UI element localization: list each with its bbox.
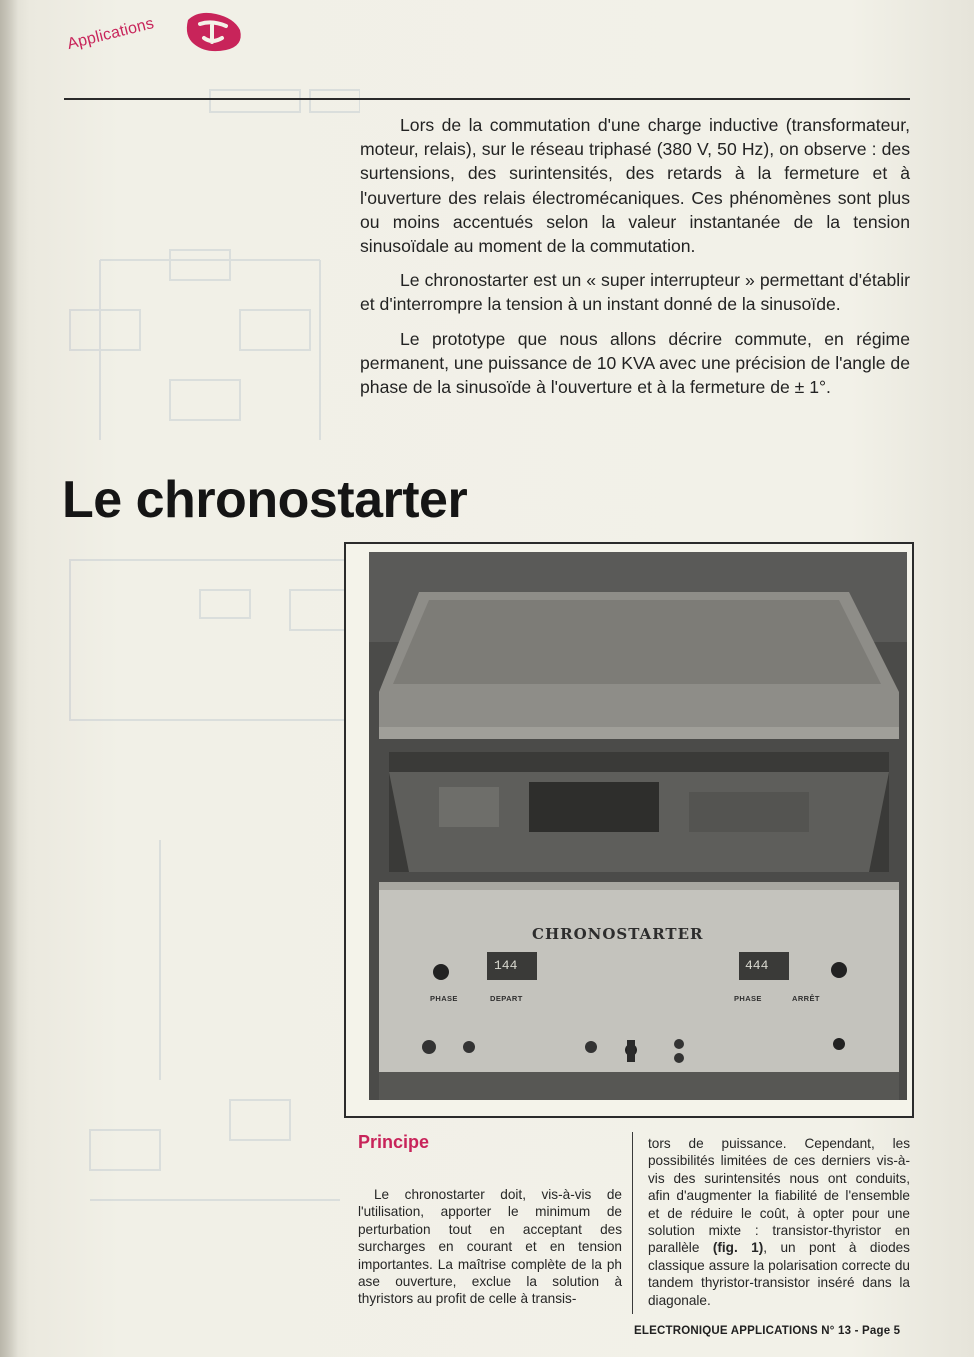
header-rule — [64, 98, 910, 100]
applications-logo-icon — [178, 8, 248, 54]
section-label: Applications — [65, 15, 156, 54]
article-title: Le chronostarter — [62, 471, 468, 529]
page-footer: ELECTRONIQUE APPLICATIONS N° 13 - Page 5 — [634, 1325, 901, 1337]
device-label-depart: DEPART — [490, 994, 523, 1003]
body-text: , un pont à diodes classique assure la polarisation correcte du tandem thyristor-transistor inséré dans la diagonale. — [648, 1240, 910, 1308]
section-heading: Principe — [358, 1132, 430, 1152]
chronostarter-photo — [369, 552, 907, 1100]
intro-text — [360, 113, 910, 409]
device-label-phase: PHASE — [430, 994, 458, 1003]
device-label-phase: PHASE — [734, 994, 762, 1003]
column-rule — [632, 1132, 633, 1314]
right-column — [648, 1135, 910, 1309]
intro-paragraph: Lors de la commutation d'une charge inductive (transformateur, moteur, relais), sur le réseau triphasé (380 V, 50 Hz), on observe : des surtensions, des surintensités, des retards à la fermeture et à l'ouverture des relais électromécaniques. Ces phénomènes sont plus ou moins accentués selon la valeur instantanée de la tension sinusoïdale au moment de la commutation. — [360, 115, 910, 257]
device-readout-right: 444 — [745, 958, 769, 973]
figure-reference: (fig. 1) — [712, 1240, 764, 1256]
device-label-arret: ARRÊT — [792, 994, 820, 1003]
binding-shadow — [0, 0, 18, 1357]
device-brand-label: CHRONOSTARTER — [532, 925, 704, 943]
body-paragraph: Le chronostarter doit, vis-à-vis de l'utilisation, apporter le minimum de perturbation tout en acceptant des surcharges en courant et en tension importantes. La maîtrise complète de la ph ase ouverture, exclue la solution à thyristors au profit de celle à transis- — [358, 1187, 622, 1307]
intro-paragraph: Le prototype que nous allons décrire commute, en régime permanent, une puissance de 10 KVA avec une précision de l'angle de phase de la sinusoïde à l'ouverture et à la fermeture de ± 1°. — [360, 328, 910, 398]
body-paragraph — [648, 1135, 910, 1309]
intro-paragraph: Le chronostarter est un « super interrupteur » permettant d'établir et d'interrompre la tension à un instant donné de la sinusoïde. — [360, 270, 910, 315]
body-text: tors de puissance. Cependant, les possibilités limitées de ces derniers vis-à-vis des surintensités nous ont conduits, afin d'augmenter la fiabilité de l'ensemble et de réduire le coût, à opter pour une solution mixte : transistor-thyristor en parallèle — [648, 1136, 910, 1256]
device-readout-left: 144 — [494, 958, 518, 973]
show-through-diagram — [60, 80, 360, 1330]
left-column — [358, 1186, 622, 1308]
